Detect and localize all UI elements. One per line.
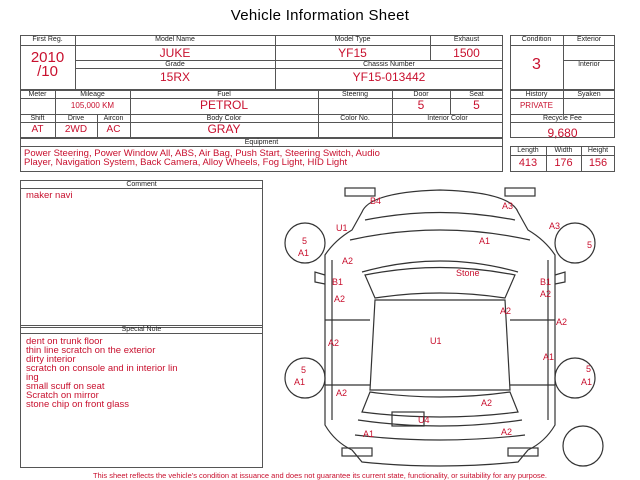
damage-mark-a1: A1 (294, 377, 306, 387)
damage-mark-a2: A2 (481, 398, 493, 408)
special-note-line: scratch on console and in interior lin (26, 363, 178, 374)
value-height: 156 (588, 157, 608, 169)
damage-mark-a2: A2 (342, 256, 354, 266)
damage-mark-stone: Stone (456, 268, 480, 278)
damage-mark-u4: U4 (418, 415, 430, 425)
value-width: 176 (554, 157, 573, 169)
damage-mark-a3: A3 (549, 221, 561, 231)
sheet-title: Vehicle Information Sheet (230, 7, 410, 24)
value-fuel: PETROL (199, 98, 248, 112)
value-aircon: AC (106, 124, 121, 135)
damage-mark-a1: A1 (479, 236, 491, 246)
label-fuel: Fuel (217, 91, 231, 98)
label-seat: Seat (469, 91, 484, 98)
label-grade: Grade (165, 61, 185, 68)
label-drive: Drive (67, 115, 85, 122)
damage-mark-a2: A2 (334, 294, 346, 304)
label-exterior: Exterior (576, 36, 602, 43)
value-condition: 3 (532, 56, 541, 73)
label-width: Width (554, 147, 573, 154)
value-length: 413 (518, 157, 538, 169)
equipment-line-1: Power Steering, Power Window All, ABS, Air Bag, Push Start, Steering Switch, Audio (24, 148, 380, 159)
label-exhaust: Exhaust (453, 36, 480, 43)
label-steering: Steering (341, 91, 369, 98)
label-length: Length (517, 147, 539, 154)
label-interior: Interior (578, 61, 600, 68)
value-history: PRIVATE (519, 101, 554, 110)
value-first-reg-month: /10 (37, 63, 58, 80)
damage-mark-a2: A2 (336, 388, 348, 398)
label-comment: Comment (126, 181, 157, 188)
damage-mark-b1: B1 (332, 277, 344, 287)
value-seat: 5 (473, 98, 480, 112)
value-drive: 2WD (64, 124, 88, 135)
label-condition: Condition (521, 36, 552, 43)
label-body-color: Body Color (206, 115, 242, 122)
damage-mark-u1: U1 (430, 336, 442, 346)
label-history: History (525, 91, 548, 98)
label-shift: Shift (30, 115, 45, 122)
damage-mark-a2: A2 (556, 317, 568, 327)
damage-mark-a3: A3 (502, 201, 514, 211)
damage-mark-a2: A2 (501, 427, 513, 437)
special-note-line: Scratch on mirror (26, 390, 99, 401)
damage-mark-b4: B4 (370, 196, 382, 206)
special-note-line: stone chip on front glass (26, 399, 129, 410)
damage-mark-a1: A1 (581, 377, 593, 387)
value-model-type: YF15 (338, 46, 367, 60)
special-note-line: ing (26, 372, 39, 383)
damage-mark-a1: A1 (543, 352, 555, 362)
label-meter: Meter (28, 91, 47, 98)
value-model-name: JUKE (159, 46, 191, 60)
damage-mark-5: 5 (302, 236, 308, 246)
comment-box (20, 180, 263, 328)
value-exhaust: 1500 (453, 46, 480, 60)
value-body-color: GRAY (207, 122, 241, 136)
damage-mark-5: 5 (301, 365, 307, 375)
value-mileage: 105,000 KM (70, 101, 115, 110)
comment-text: maker navi (26, 190, 73, 201)
special-note-line: small scuff on seat (26, 381, 105, 392)
label-interior-color: Interior Color (427, 115, 468, 122)
label-color-no: Color No. (340, 115, 370, 122)
label-model-name: Model Name (155, 36, 195, 43)
damage-mark-a2: A2 (540, 289, 552, 299)
special-note-line: thin line scratch on the exterior (26, 345, 156, 356)
value-chassis-number: YF15-013442 (352, 70, 426, 84)
label-door: Door (413, 91, 429, 98)
label-recycle-fee: Recycle Fee (543, 115, 582, 122)
label-chassis-number: Chassis Number (363, 61, 415, 68)
label-height: Height (587, 147, 609, 154)
damage-mark-u1: U1 (336, 223, 348, 233)
label-model-type: Model Type (334, 36, 371, 43)
label-aircon: Aircon (103, 115, 124, 122)
damage-mark-5: 5 (587, 240, 593, 250)
damage-mark-b1: B1 (540, 277, 552, 287)
label-mileage: Mileage (80, 91, 105, 98)
damage-mark-a1: A1 (363, 429, 375, 439)
value-shift: AT (31, 124, 44, 135)
label-equipment: Equipment (244, 139, 279, 146)
value-first-reg-year: 2010 (30, 49, 65, 66)
value-recycle-fee: 9,680 (547, 126, 578, 140)
damage-mark-5: 5 (586, 364, 592, 374)
damage-mark-a2: A2 (500, 306, 512, 316)
value-door: 5 (417, 98, 425, 112)
special-note-line: dent on trunk floor (26, 336, 103, 347)
damage-mark-a2: A2 (328, 338, 340, 348)
car-damage-diagram (270, 180, 620, 470)
label-special-note: Special Note (121, 326, 162, 333)
value-grade: 15RX (159, 70, 191, 84)
special-note-line: dirty interior (26, 354, 76, 365)
label-syaken: Syaken (577, 91, 601, 98)
label-first-reg: First Reg. (32, 36, 63, 43)
damage-mark-a1: A1 (298, 248, 310, 258)
equipment-line-2: Player, Navigation System, Back Camera, Alloy Wheels, Fog Light, HID Light (24, 157, 348, 168)
disclaimer: This sheet reflects the vehicle's condition at issuance and does not guarantee its current state, functionality, or suitability for any purpose. (92, 471, 548, 480)
